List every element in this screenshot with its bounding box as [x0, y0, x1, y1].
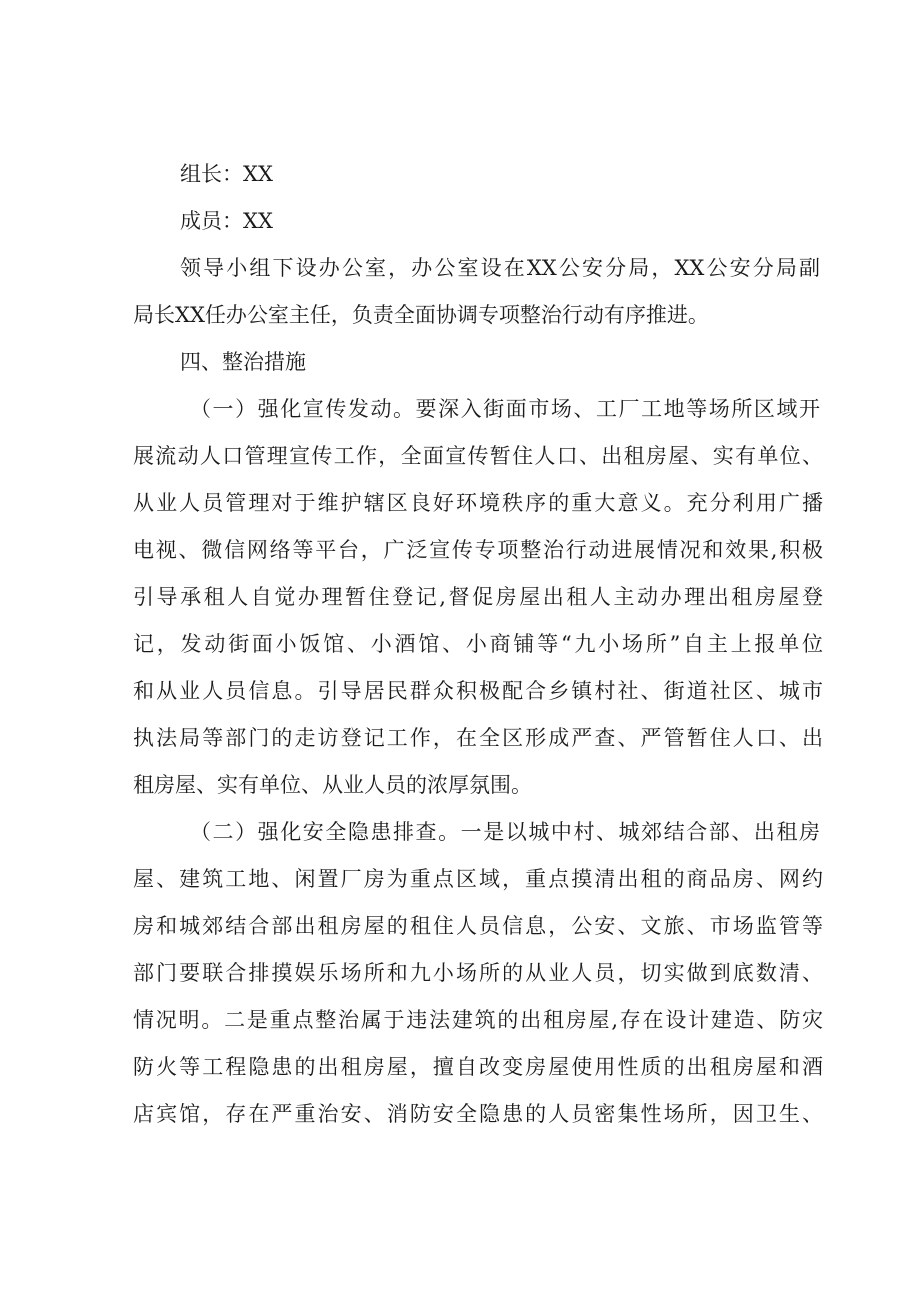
paragraph-line: （一）强化宣传发动。要深入街面市场、工厂工地等场所区域开 [190, 397, 820, 421]
paragraph-line: 部门要联合排摸娱乐场所和九小场所的从业人员，切实做到底数清、 [133, 961, 823, 985]
paragraph-line: 和从业人员信息。引导居民群众积极配合乡镇村社、街道社区、城市 [133, 679, 823, 703]
paragraph-line: 情况明。二是重点整治属于违法建筑的出租房屋,存在设计建造、防灾 [133, 1008, 823, 1032]
paragraph-line: 引导承租人自觉办理暂住登记,督促房屋出租人主动办理出租房屋登 [133, 585, 823, 609]
paragraph-line: 店宾馆，存在严重治安、消防安全隐患的人员密集性场所，因卫生、 [133, 1102, 823, 1126]
paragraph-line: 房和城郊结合部出租房屋的租住人员信息，公安、文旅、市场监管等 [133, 914, 823, 938]
paragraph-line: 记，发动街面小饭馆、小酒馆、小商铺等“九小场所”自主上报单位 [133, 632, 823, 656]
paragraph-line: 从业人员管理对于维护辖区良好环境秩序的重大意义。充分利用广播 [133, 491, 823, 515]
paragraph-line: 领导小组下设办公室，办公室设在XX公安分局，XX公安分局副 [180, 256, 820, 280]
paragraph-line: 屋、建筑工地、闲置厂房为重点区域，重点摸清出租的商品房、网约 [133, 867, 823, 891]
paragraph-line: 局长XX任办公室主任，负责全面协调专项整治行动有序推进。 [133, 303, 709, 327]
paragraph-line: 展流动人口管理宣传工作，全面宣传暂住人口、出租房屋、实有单位、 [133, 444, 823, 468]
paragraph-line: 电视、微信网络等平台，广泛宣传专项整治行动进展情况和效果,积极 [133, 538, 823, 562]
section-heading: 四、整治措施 [180, 350, 306, 374]
paragraph-line: 租房屋、实有单位、从业人员的浓厚氛围。 [133, 773, 532, 797]
leader-line: 组长：XX [180, 162, 273, 186]
paragraph-line: 防火等工程隐患的出租房屋，擅自改变房屋使用性质的出租房屋和酒 [133, 1055, 823, 1079]
paragraph-line: （二）强化安全隐患排查。一是以城中村、城郊结合部、出租房 [190, 820, 820, 844]
members-line: 成员：XX [180, 209, 273, 233]
paragraph-line: 执法局等部门的走访登记工作，在全区形成严查、严管暂住人口、出 [133, 726, 823, 750]
